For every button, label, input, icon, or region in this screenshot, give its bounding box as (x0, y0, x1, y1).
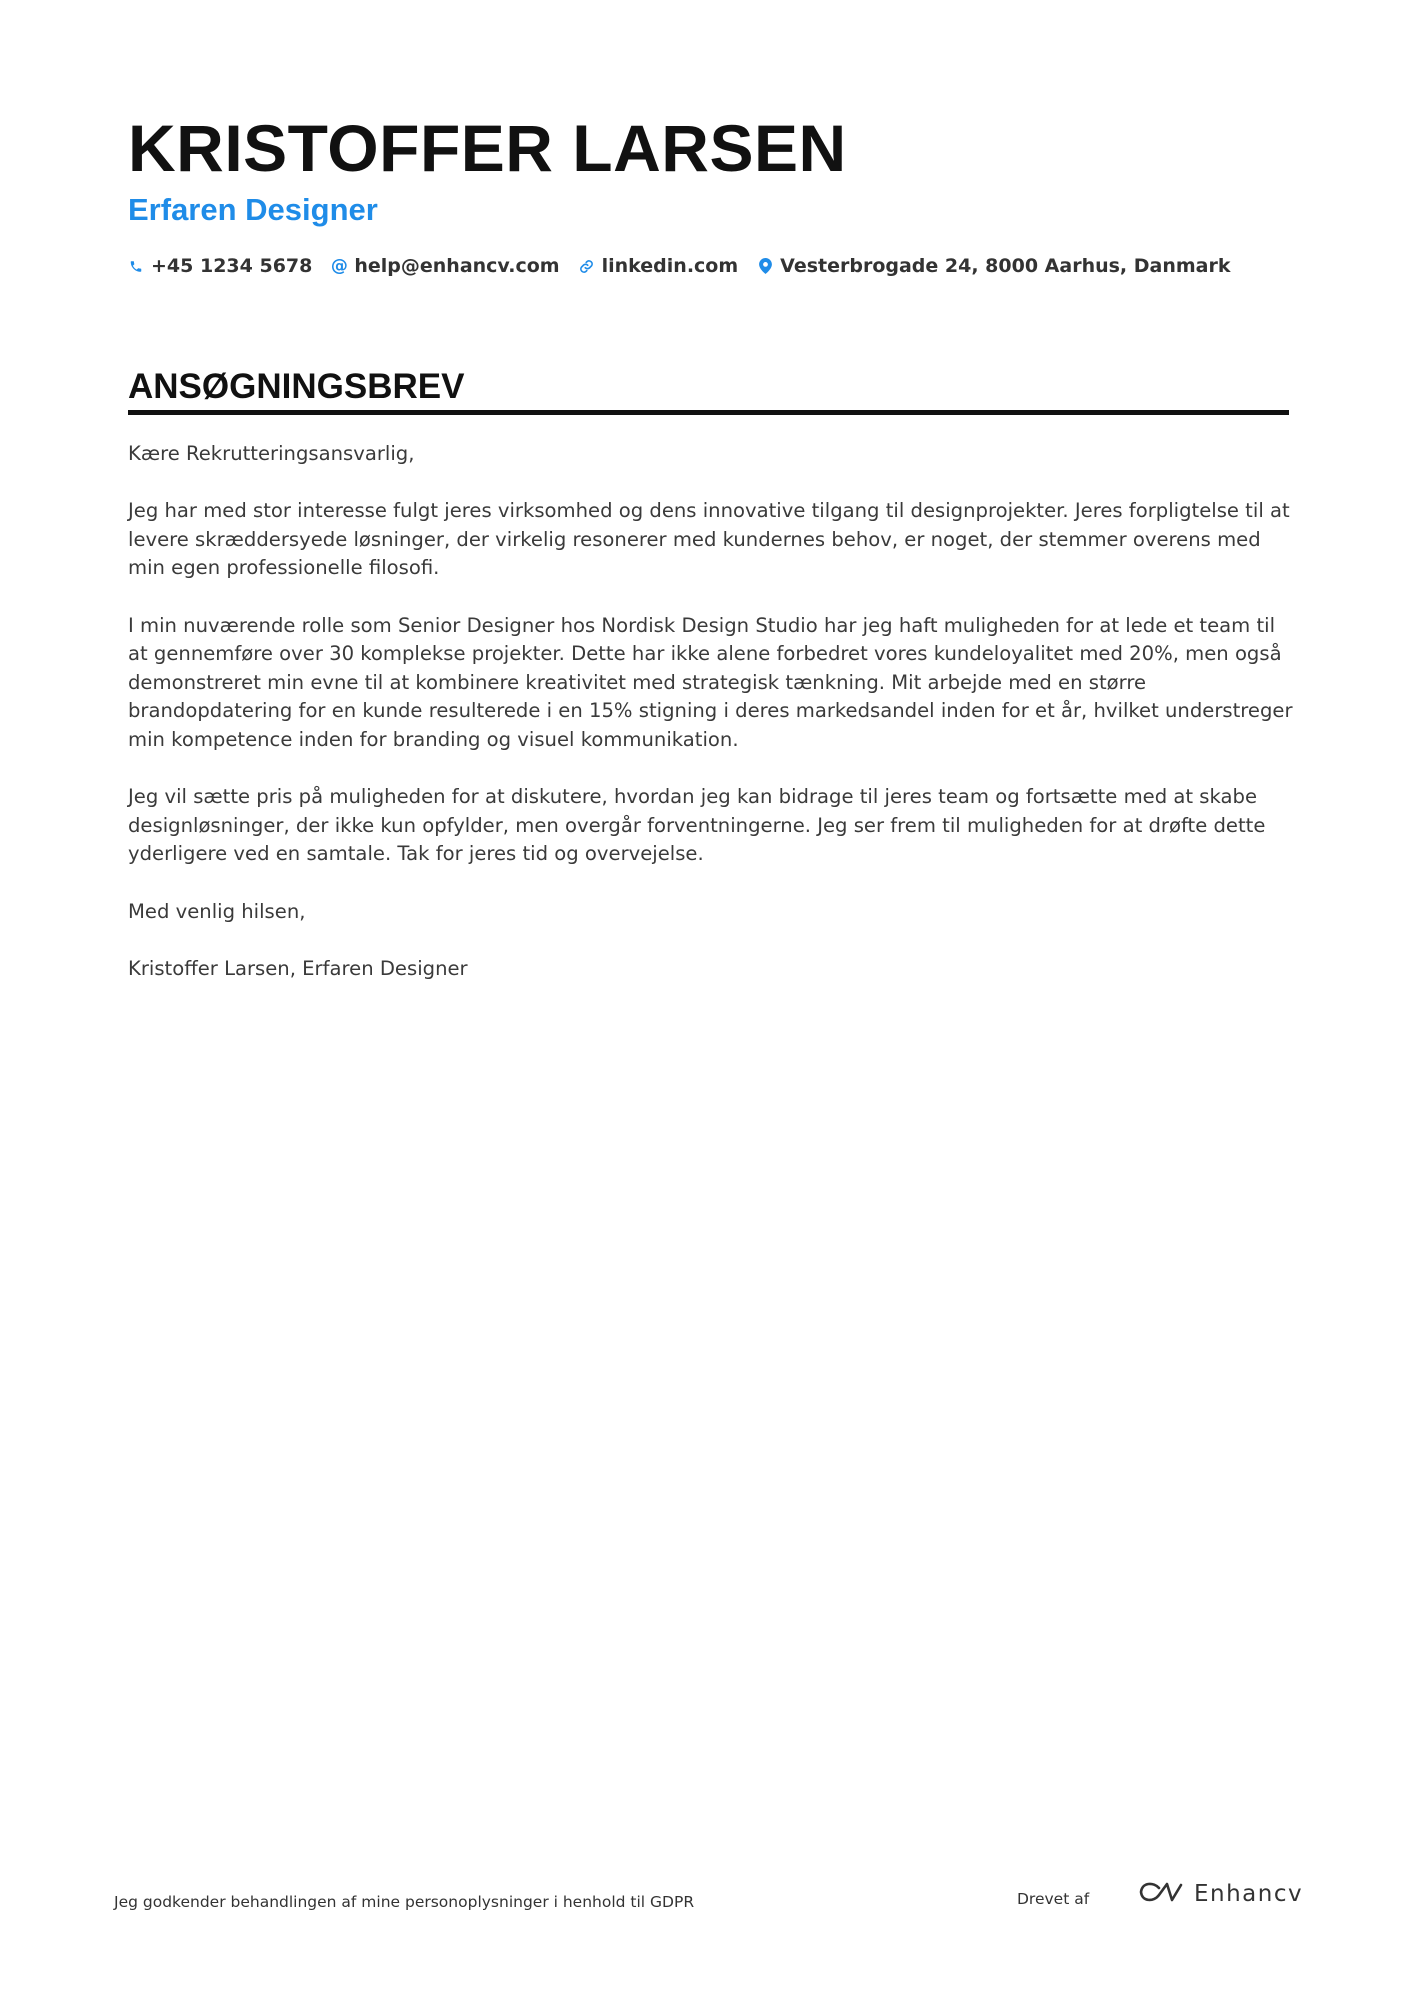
letter-greeting: Kære Rekrutteringsansvarlig, (128, 442, 415, 465)
enhancv-brand[interactable] (1138, 1880, 1303, 1908)
contact-email[interactable] (331, 252, 559, 280)
link-icon (579, 257, 595, 275)
contact-linkedin[interactable] (579, 252, 739, 280)
candidate-name: KRISTOFFER LARSEN (128, 111, 847, 185)
location-pin-icon (757, 257, 773, 275)
letter-paragraph: Jeg vil sætte pris på muligheden for at diskutere, hvordan jeg kan bidrage til jeres team og fortsætte med at skabe designløsninger, der ikke kun opfylder, men overgår forventningerne. Jeg ser frem til muligheden for at drøfte dette yderligere ved en samtale. Tak for jeres tid og overvejelse. (128, 785, 1266, 866)
contact-location (757, 252, 1230, 280)
candidate-title: Erfaren Designer (128, 192, 378, 227)
contact-email-text[interactable]: help@enhancv.com (354, 255, 560, 277)
contact-location-text: Vesterbrogade 24, 8000 Aarhus, Danmark (780, 255, 1231, 277)
gdpr-consent: Jeg godkender behandlingen af mine personoplysninger i henhold til GDPR (114, 1893, 695, 1911)
letter-signature: Kristoffer Larsen, Erfaren Designer (128, 956, 468, 980)
contact-linkedin-text[interactable]: linkedin.com (601, 255, 739, 277)
phone-icon (128, 257, 144, 275)
letter-paragraph: I min nuværende rolle som Senior Designer hos Nordisk Design Studio har jeg haft muligheden for at lede et team til at gennemføre over 30 komplekse projekter. Dette har ikke alene forbedret vores kundeloyalitet med 20%, men også demonstreret min evne til at kombinere kreativitet med strategisk tænkning. Mit arbejde med en større brandopdatering for en kunde resulterede i en 15% stigning i deres markedsandel inden for et år, hvilket understreger min kompetence inden for branding og visuel kommunikation. (128, 613, 1293, 751)
contact-phone (128, 252, 312, 280)
contact-bar (128, 252, 1250, 280)
at-icon: @ (330, 256, 348, 276)
section-divider (128, 410, 1289, 415)
enhancv-brand-name[interactable]: Enhancv (1194, 1881, 1304, 1907)
letter-paragraph: Jeg har med stor interesse fulgt jeres virksomhed og dens innovative tilgang til designprojekter. Jeres forpligtelse til at levere skræddersyede løsninger, der virkelig resonerer med kundernes behov, er noget, der stemmer overens med min egen professionelle filosofi. (128, 499, 1290, 580)
letter-closing: Med venlig hilsen, (128, 899, 306, 923)
letter-body (128, 440, 1293, 1012)
powered-by-label: Drevet af (1017, 1890, 1090, 1908)
section-heading: ANSØGNINGSBREV (128, 367, 465, 406)
enhancv-logo-icon (1138, 1880, 1184, 1908)
contact-phone-text: +45 1234 5678 (151, 255, 313, 277)
